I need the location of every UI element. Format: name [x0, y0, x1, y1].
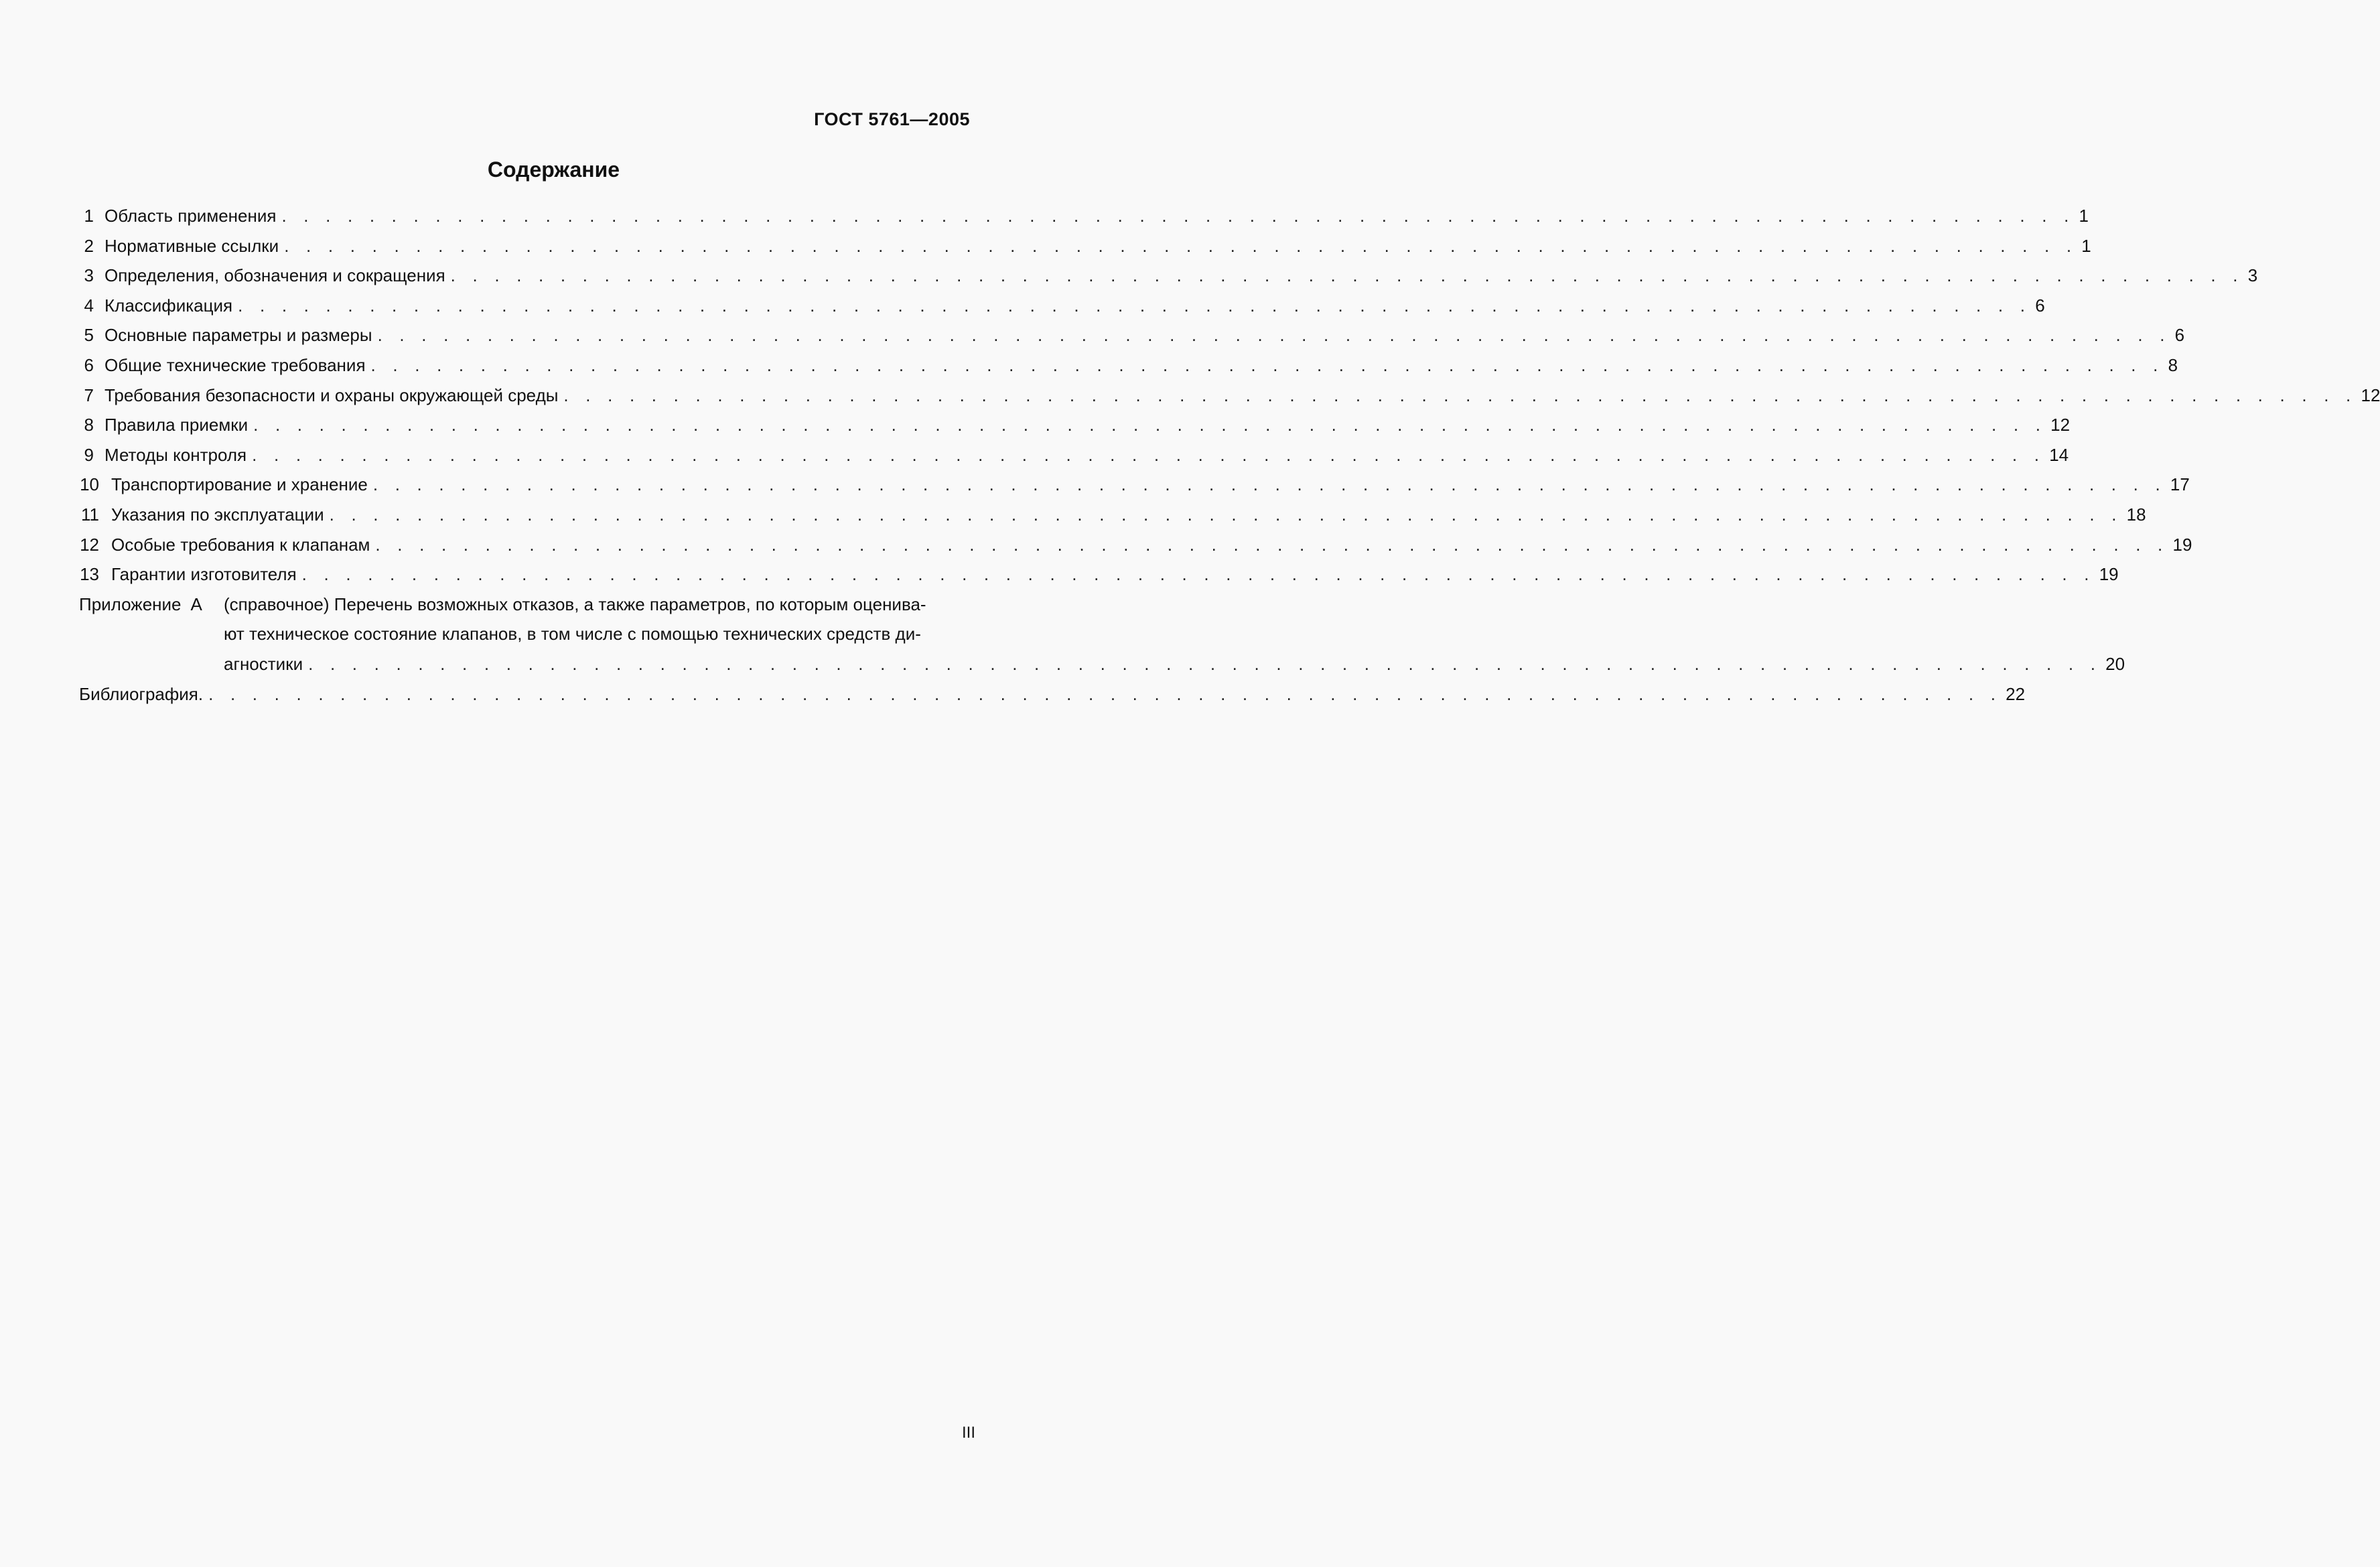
- dot-leader: . . . . . . . . . . . . . . . . . . . . . . . . . . . . . . . . . . . . . . . . . . . . . . . . . . . . . . . . . . . . . . . . . . . . . . . . . . . . . . . . . .: [372, 474, 2166, 495]
- dot-leader: . . . . . . . . . . . . . . . . . . . . . . . . . . . . . . . . . . . . . . . . . . . . . . . . . . . . . . . . . . . . . . . . . . . . . . . . . . . . . . . . . .: [253, 415, 2047, 435]
- toc-item-number: 11: [81, 504, 99, 525]
- appendix-page: 20: [2105, 653, 2125, 674]
- appendix-text-line-1: (справочное) Перечень возможных отказов, а также параметров, по которым оценива-: [224, 594, 926, 614]
- bibliography-page: 22: [2006, 683, 2026, 704]
- appendix-label: Приложение А: [79, 594, 202, 614]
- toc-item-6[interactable]: [79, 350, 2178, 381]
- toc-item-number: 8: [84, 415, 94, 435]
- appendix-text-line-2: ют техническое состояние клапанов, в том числе с помощью технических средств ди-: [224, 624, 921, 644]
- toc-item-page: 18: [2126, 504, 2146, 525]
- toc-appendix-a[interactable]: [79, 590, 2125, 679]
- toc-item-title: Основные параметры и размеры: [104, 325, 372, 346]
- toc-item-number: 13: [80, 564, 99, 585]
- appendix-text-line-3: агностики: [224, 653, 303, 674]
- toc-item-number: 6: [84, 354, 94, 375]
- toc-item-number: 9: [84, 444, 94, 465]
- toc-item-title: Особые требования к клапанам: [111, 534, 370, 555]
- page-number-roman: III: [961, 1424, 975, 1442]
- toc-bibliography[interactable]: [79, 679, 2026, 709]
- toc-item-title: Определения, обозначения и сокращения: [104, 265, 445, 286]
- dot-leader: . . . . . . . . . . . . . . . . . . . . . . . . . . . . . . . . . . . . . . . . . . . . . . . . . . . . . . . . . . . . . . . . . . . . . . . . . . . . . . . . . .: [252, 444, 2046, 465]
- toc-item-13[interactable]: [79, 559, 2119, 590]
- toc-item-page: 8: [2168, 354, 2178, 375]
- toc-item-number: 3: [84, 265, 94, 286]
- toc-item-number: 7: [84, 385, 94, 405]
- toc-item-3[interactable]: [79, 261, 2258, 291]
- toc-item-title: Гарантии изготовителя: [111, 564, 297, 585]
- toc-item-title: Указания по эксплуатации: [111, 504, 324, 525]
- dot-leader: . . . . . . . . . . . . . . . . . . . . . . . . . . . . . . . . . . . . . . . . . . . . . . . . . . . . . . . . . . . . . . . . . . . . . . . . . . . . . . . . . .: [370, 354, 2164, 375]
- toc-item-page: 12: [2050, 415, 2071, 435]
- bibliography-title: Библиография.: [79, 683, 204, 704]
- toc-item-number: 5: [84, 325, 94, 346]
- toc-item-number: 1: [84, 206, 94, 226]
- toc-item-page: 14: [2049, 444, 2069, 465]
- toc-item-page: 17: [2170, 474, 2190, 495]
- toc-item-page: 1: [2079, 206, 2089, 226]
- dot-leader: . . . . . . . . . . . . . . . . . . . . . . . . . . . . . . . . . . . . . . . . . . . . . . . . . . . . . . . . . . . . . . . . . . . . . . . . . . . . . . . . . .: [284, 235, 2078, 256]
- dot-leader: . . . . . . . . . . . . . . . . . . . . . . . . . . . . . . . . . . . . . . . . . . . . . . . . . . . . . . . . . . . . . . . . . . . . . . . . . . . . . . . . . .: [375, 534, 2169, 555]
- toc-item-5[interactable]: [79, 320, 2185, 350]
- toc-item-11[interactable]: [79, 500, 2146, 530]
- toc-item-page: 19: [2099, 564, 2119, 585]
- toc-item-page: 3: [2247, 265, 2258, 286]
- toc-item-12[interactable]: [79, 530, 2192, 560]
- toc-item-page: 6: [2174, 325, 2185, 346]
- toc-item-title: Требования безопасности и охраны окружающей среды: [104, 385, 559, 405]
- toc-item-title: Транспортирование и хранение: [111, 474, 368, 495]
- toc-item-number: 12: [80, 534, 99, 555]
- toc-item-page: 6: [2035, 295, 2045, 316]
- appendix-first-line: [79, 590, 975, 620]
- toc-item-4[interactable]: [79, 291, 2045, 321]
- dot-leader: . . . . . . . . . . . . . . . . . . . . . . . . . . . . . . . . . . . . . . . . . . . . . . . . . . . . . . . . . . . . . . . . . . . . . . . . . . . . . . . . . .: [329, 504, 2123, 525]
- toc-item-7[interactable]: [79, 381, 2380, 411]
- toc-item-title: Область применения: [104, 206, 277, 226]
- toc-item-2[interactable]: [79, 231, 2091, 261]
- dot-leader: . . . . . . . . . . . . . . . . . . . . . . . . . . . . . . . . . . . . . . . . . . . . . . . . . . . . . . . . . . . . . . . . . . . . . . . . . . . . . . . . . .: [450, 265, 2244, 286]
- toc-item-number: 4: [84, 295, 94, 316]
- table-of-contents: [79, 201, 2380, 709]
- toc-item-page: 12: [2361, 385, 2380, 405]
- toc-item-8[interactable]: [79, 410, 2071, 440]
- toc-item-title: Нормативные ссылки: [104, 235, 279, 256]
- document-code: ГОСТ 5761—2005: [814, 109, 970, 129]
- toc-item-title: Общие технические требования: [104, 354, 366, 375]
- dot-leader: . . . . . . . . . . . . . . . . . . . . . . . . . . . . . . . . . . . . . . . . . . . . . . . . . . . . . . . . . . . . . . . . . . . . . . . . . . . . . . . . . .: [563, 385, 2357, 405]
- toc-item-number: 10: [80, 474, 99, 495]
- toc-item-9[interactable]: [79, 440, 2069, 470]
- dot-leader: . . . . . . . . . . . . . . . . . . . . . . . . . . . . . . . . . . . . . . . . . . . . . . . . . . . . . . . . . . . . . . . . . . . . . . . . . . . . . . . . . .: [281, 206, 2075, 226]
- toc-item-number: 2: [84, 235, 94, 256]
- toc-item-title: Правила приемки: [104, 415, 249, 435]
- dot-leader: . . . . . . . . . . . . . . . . . . . . . . . . . . . . . . . . . . . . . . . . . . . . . . . . . . . . . . . . . . . . . . . . . . . . . . . . . . . . . . . . . .: [308, 653, 2102, 674]
- dot-leader: . . . . . . . . . . . . . . . . . . . . . . . . . . . . . . . . . . . . . . . . . . . . . . . . . . . . . . . . . . . . . . . . . . . . . . . . . . . . . . . . . .: [377, 325, 2171, 346]
- toc-title: Содержание: [487, 157, 620, 182]
- toc-item-page: 19: [2172, 534, 2192, 555]
- toc-item-title: Методы контроля: [104, 444, 247, 465]
- toc-item-1[interactable]: [79, 201, 2089, 231]
- dot-leader: . . . . . . . . . . . . . . . . . . . . . . . . . . . . . . . . . . . . . . . . . . . . . . . . . . . . . . . . . . . . . . . . . . . . . . . . . . . . . . . . . .: [208, 683, 2002, 704]
- toc-item-title: Классификация: [104, 295, 233, 316]
- toc-item-10[interactable]: [79, 470, 2190, 500]
- toc-item-page: 1: [2081, 235, 2091, 256]
- dot-leader: . . . . . . . . . . . . . . . . . . . . . . . . . . . . . . . . . . . . . . . . . . . . . . . . . . . . . . . . . . . . . . . . . . . . . . . . . . . . . . . . . .: [238, 295, 2032, 316]
- dot-leader: . . . . . . . . . . . . . . . . . . . . . . . . . . . . . . . . . . . . . . . . . . . . . . . . . . . . . . . . . . . . . . . . . . . . . . . . . . . . . . . . . .: [301, 564, 2095, 585]
- appendix-last-line: [79, 649, 2125, 679]
